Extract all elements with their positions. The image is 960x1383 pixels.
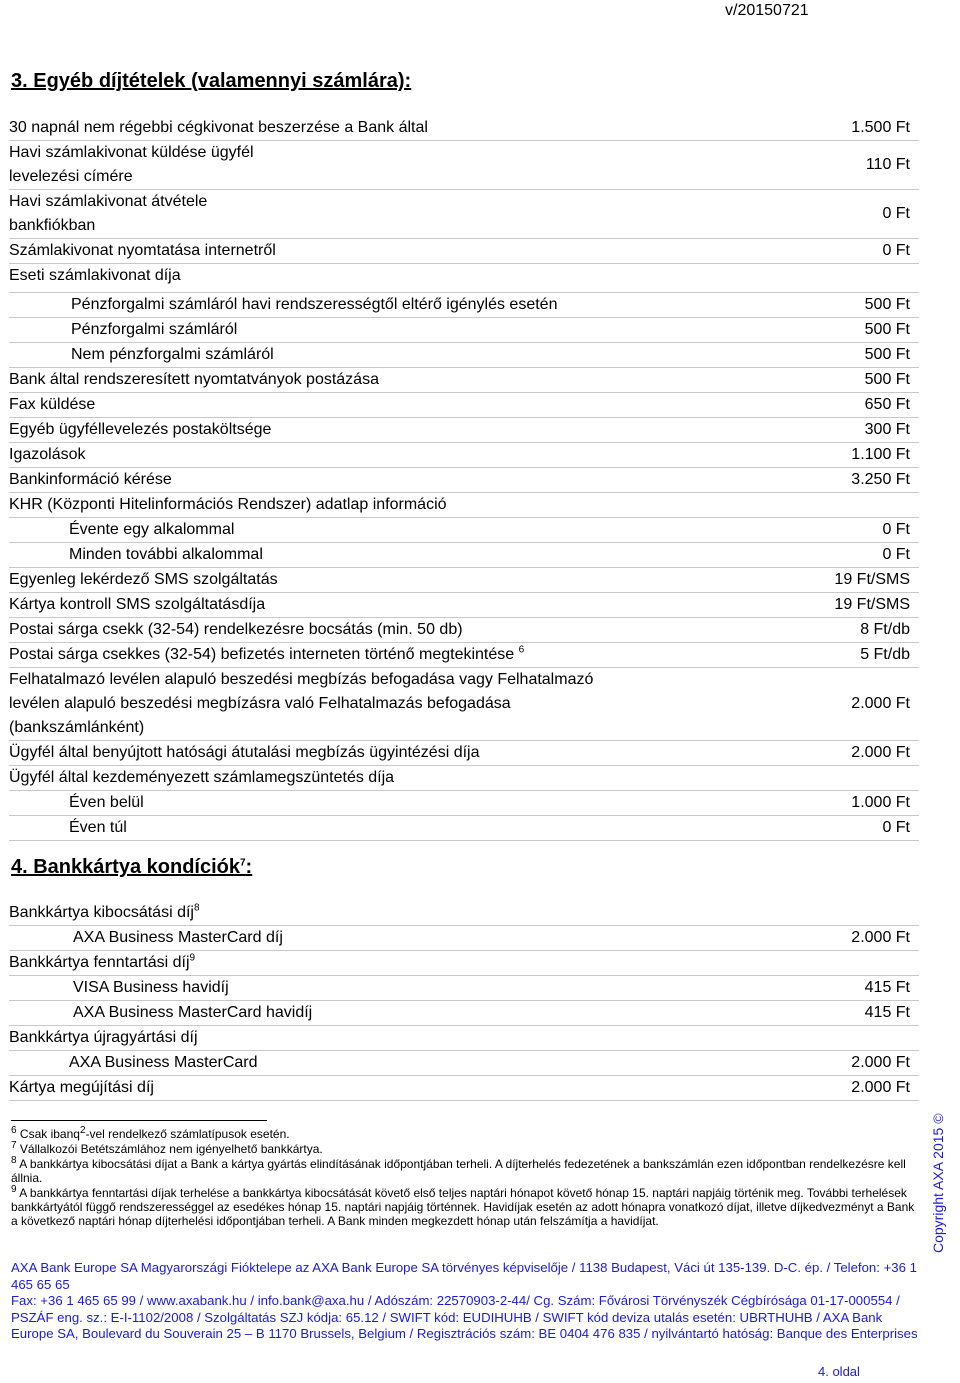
table-row: Bankkártya kibocsátási díj$^8$ bbox=[9, 901, 919, 926]
table-row: Postai sárga csekk (32-54) rendelkezésre bocsátás (min. 50 db) 8 Ft/db bbox=[9, 618, 919, 643]
section-4-title: 4. Bankkártya kondíciók$^7$: bbox=[11, 856, 253, 878]
table-row: Ügyfél által benyújtott hatósági átutalási megbízás ügyintézési díja 2.000 Ft bbox=[9, 741, 919, 766]
table-row: Pénzforgalmi számláról havi rendszerességtől eltérő igénylés esetén 500 Ft bbox=[9, 293, 919, 318]
table-row: Nem pénzforgalmi számláról 500 Ft bbox=[9, 343, 919, 368]
table-row: Kártya megújítási díj 2.000 Ft bbox=[9, 1076, 919, 1101]
table-row: KHR (Központi Hitelinformációs Rendszer) adatlap információ bbox=[9, 493, 919, 518]
version-label: v/20150721 bbox=[725, 2, 809, 19]
table-row: Felhatalmazó levélen alapuló beszedési megbízás befogadása vagy Felhatalmazó levélen alapuló beszedési megbízásra való Felhatalmazás befogadása (bankszámlánként) 2.000 Ft bbox=[9, 668, 919, 741]
company-info bbox=[11, 1260, 919, 1343]
section-3-title: 3. Egyéb díjtételek (valamennyi számlára): bbox=[11, 70, 412, 92]
table-row: Eseti számlakivonat díja bbox=[9, 264, 919, 293]
table-row: Bankkártya újragyártási díj bbox=[9, 1026, 919, 1051]
table-row: AXA Business MasterCard díj 2.000 Ft bbox=[9, 926, 919, 951]
table-row: Évente egy alkalommal 0 Ft bbox=[9, 518, 919, 543]
table-row: Számlakivonat nyomtatása internetről 0 Ft bbox=[9, 239, 919, 264]
table-row: Bankkártya fenntartási díj$^9$ bbox=[9, 951, 919, 976]
footnote-separator bbox=[11, 1120, 267, 1121]
table-row: VISA Business havidíj 415 Ft bbox=[9, 976, 919, 1001]
table-row: Minden további alkalommal 0 Ft bbox=[9, 543, 919, 568]
table-row: AXA Business MasterCard 2.000 Ft bbox=[9, 1051, 919, 1076]
footnotes bbox=[11, 1127, 919, 1229]
table-row: Egyenleg lekérdező SMS szolgáltatás 19 Ft/SMS bbox=[9, 568, 919, 593]
table-row: Egyéb ügyféllevelezés postaköltsége 300 Ft bbox=[9, 418, 919, 443]
table-row: Pénzforgalmi számláról 500 Ft bbox=[9, 318, 919, 343]
company-line-2: Fax: +36 1 465 65 99 / www.axabank.hu / info.bank@axa.hu / Adószám: 22570903-2-44/ Cg. Szám: Fővárosi Törvényszék Cégbírósága 01-17-000554 / PSZÁF eng. sz.: E-I-1102/2008 / Szolgáltatás SZJ kódja: 65.12 / SWIFT kód: EUDIHUHB / SWIFT kód deviza utalás esetén: UBRTHUHB / AXA Bank Europe SA, Boulevard du Souverain 25 – B 1170 Brussels, Belgium / Regisztrációs szám: BE 0404 476 835 / nyilvántartó hatóság: Banque des Enterprises bbox=[11, 1293, 918, 1341]
table-row: Bankinformáció kérése 3.250 Ft bbox=[9, 468, 919, 493]
page-number: 4. oldal bbox=[818, 1364, 860, 1379]
footnote-7: $^7$ Vállalkozói Betétszámlához nem igényelhető bankkártya. bbox=[11, 1140, 323, 1156]
copyright-side-label: Copyright AXA 2015 © bbox=[930, 1113, 946, 1253]
table-row: Havi számlakivonat küldése ügyfél levelezési címére 110 Ft bbox=[9, 141, 919, 190]
table-row: Postai sárga csekkes (32-54) befizetés interneten történő megtekintése $^6$ 5 Ft/db bbox=[9, 643, 919, 668]
table-row: Éven belül 1.000 Ft bbox=[9, 791, 919, 816]
table-row: Bank által rendszeresített nyomtatványok postázása 500 Ft bbox=[9, 368, 919, 393]
table-row: Igazolások 1.100 Ft bbox=[9, 443, 919, 468]
footnote-6: $^6$ Csak ibanq$^2$-vel rendelkező számlatípusok esetén. bbox=[11, 1125, 290, 1141]
table-row: Éven túl 0 Ft bbox=[9, 816, 919, 841]
footnote-8: $^8$ A bankkártya kibocsátási díjat a Bank a kártya gyártás elindításának időpontjában terheli. A díjterhelés fedezetének a bankszámlán ezen időpontban rendelkezésre kell állnia. bbox=[11, 1155, 906, 1185]
table-row: Fax küldése 650 Ft bbox=[9, 393, 919, 418]
section-4-table bbox=[9, 901, 919, 1101]
company-line-1: AXA Bank Europe SA Magyarországi Fióktelepe az AXA Bank Europe SA törvényes képviselője / 1138 Budapest, Váci út 135-139. D-C. ép. / Telefon: +36 1 465 65 65 bbox=[11, 1260, 917, 1292]
table-row: Havi számlakivonat átvétele bankfiókban 0 Ft bbox=[9, 190, 919, 239]
footnote-9: $^9$ A bankkártya fenntartási díjak terhelése a bankkártya kibocsátását követő első teljes naptári hónapot követő hónap 15. naptári napjáig történik meg. További terhelések bankkártyától függő rendszerességgel az esedékes hónap 15. naptári napjáig történnek. Havidíjak esetén az adott hónapra vonatkozó díjat, illetve díjkedvezményt a Bank a következő naptári hónap díjterhelési időpontjában terheli. A Bank minden megkezdett hónap után felszámítja a havidíjat. bbox=[11, 1184, 915, 1228]
table-row: 30 napnál nem régebbi cégkivonat beszerzése a Bank által 1.500 Ft bbox=[9, 116, 919, 141]
table-row: AXA Business MasterCard havidíj 415 Ft bbox=[9, 1001, 919, 1026]
section-3-table bbox=[9, 116, 919, 841]
table-row: Kártya kontroll SMS szolgáltatásdíja 19 Ft/SMS bbox=[9, 593, 919, 618]
table-row: Ügyfél által kezdeményezett számlamegszüntetés díja bbox=[9, 766, 919, 791]
